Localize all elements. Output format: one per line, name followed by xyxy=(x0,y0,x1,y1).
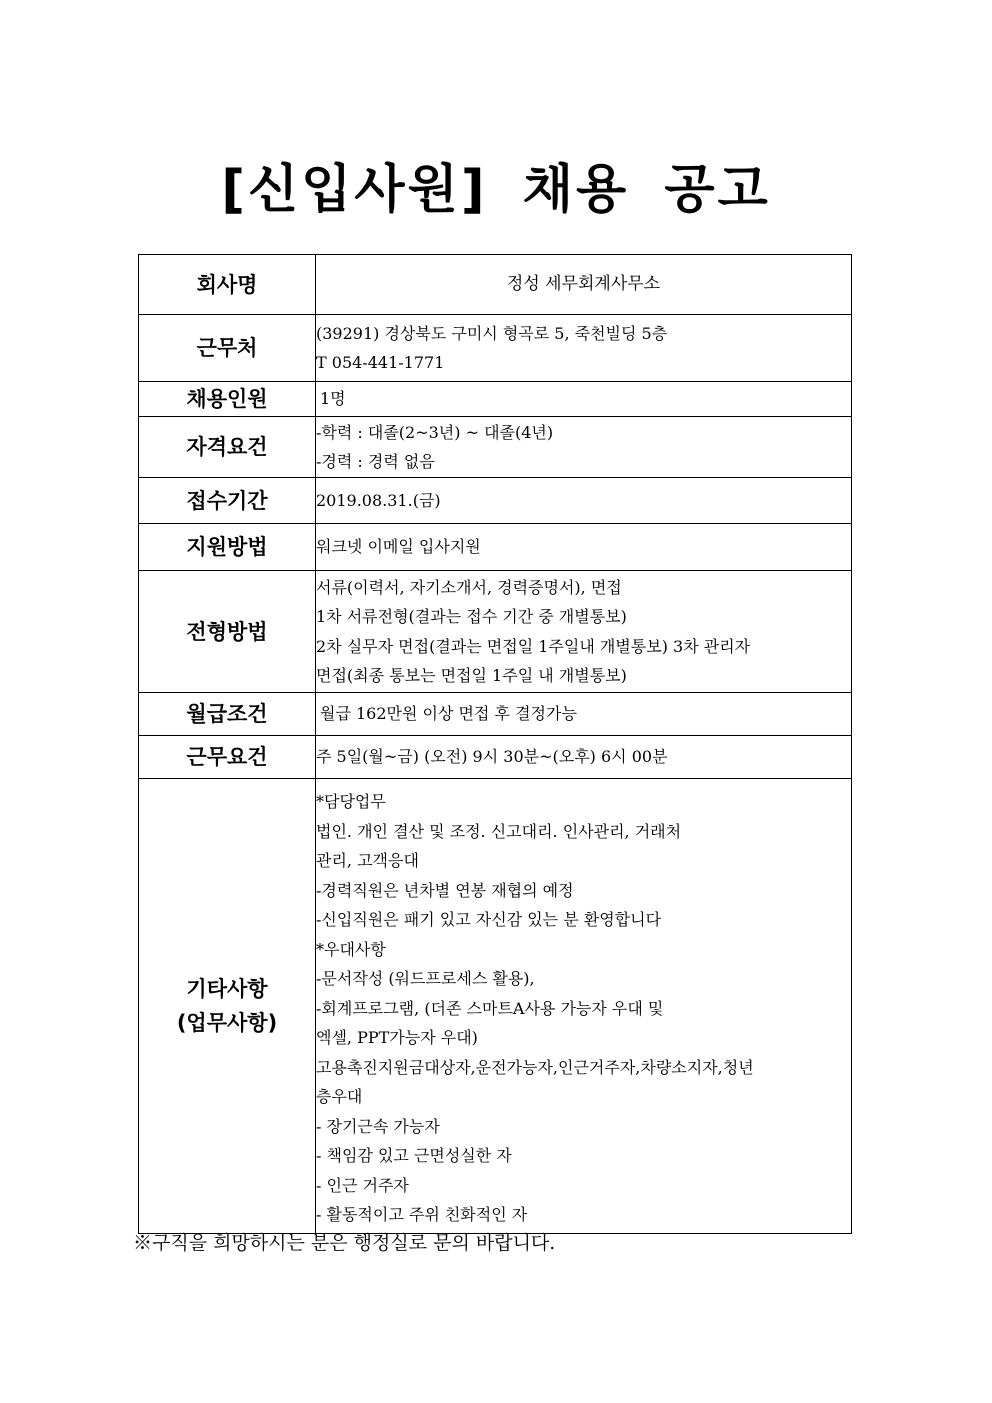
work-hours-label: 근무요건 xyxy=(139,736,316,779)
selection-line: 2차 실무자 면접(결과는 면접일 1주일내 개별통보) 3차 관리자 xyxy=(316,636,751,656)
qualifications-value xyxy=(316,417,852,478)
selection-line: 면접(최종 통보는 면접일 1주일 내 개별통보) xyxy=(316,666,627,685)
work-hours-value: 주 5일(월~금) (오전) 9시 30분~(오후) 6시 00분 xyxy=(316,736,852,779)
company-value: 정성 세무회계사무소 xyxy=(316,255,852,315)
headcount-value: 1명 xyxy=(316,382,852,417)
company-label: 회사명 xyxy=(139,255,316,315)
other-label-line1: 기타사항 xyxy=(186,977,268,1001)
qualifications-label: 자격요건 xyxy=(139,417,316,478)
headcount-label: 채용인원 xyxy=(139,382,316,417)
application-method-label: 지원방법 xyxy=(139,524,316,571)
table-row-workplace xyxy=(139,315,852,382)
table-row-application-method xyxy=(139,524,852,571)
selection-line: 1차 서류전형(결과는 접수 기간 중 개별통보) xyxy=(316,607,627,626)
table-row-application-period xyxy=(139,478,852,524)
other-line: 관리, 고객응대 xyxy=(316,851,419,870)
footnote: ※구직을 희망하시는 분은 행정실로 문의 바랍니다. xyxy=(133,1232,556,1254)
other-line: -신입직원은 패기 있고 자신감 있는 분 환영합니다 xyxy=(316,910,662,929)
table-row-selection-process xyxy=(139,571,852,693)
salary-value: 월급 162만원 이상 면접 후 결정가능 xyxy=(316,693,852,736)
qualification-line: -학력 : 대졸(2~3년) ~ 대졸(4년) xyxy=(316,422,554,442)
other-line: 층우대 xyxy=(316,1087,363,1106)
selection-process-label: 전형방법 xyxy=(139,571,316,693)
other-value xyxy=(316,779,852,1234)
other-line: - 인근 거주자 xyxy=(316,1175,409,1195)
other-label xyxy=(139,779,316,1234)
other-line: *우대사항 xyxy=(316,939,386,959)
other-line: 법인. 개인 결산 및 조정. 신고대리. 인사관리, 거래처 xyxy=(316,821,682,841)
application-period-value: 2019.08.31.(금) xyxy=(316,478,852,524)
qualification-line: -경력 : 경력 없음 xyxy=(316,452,435,471)
table-row-work-hours xyxy=(139,736,852,779)
table-row-company xyxy=(139,255,852,315)
selection-process-value xyxy=(316,571,852,693)
salary-label: 월급조건 xyxy=(139,693,316,736)
application-period-label: 접수기간 xyxy=(139,478,316,524)
page-title: [신입사원] 채용 공고 xyxy=(221,160,771,220)
workplace-phone: T 054-441-1771 xyxy=(316,353,445,372)
workplace-address: (39291) 경상북도 구미시 형곡로 5, 죽천빌딩 5층 xyxy=(316,323,668,343)
other-line: -문서작성 (워드프로세스 활용), xyxy=(316,969,535,988)
table-row-qualifications xyxy=(139,417,852,478)
other-line: 고용촉진지원금대상자,운전가능자,인근거주자,차량소지자,청년 xyxy=(316,1057,754,1077)
table-row-salary xyxy=(139,693,852,736)
application-method-value: 워크넷 이메일 입사지원 xyxy=(316,524,852,571)
other-line: 엑셀, PPT가능자 우대) xyxy=(316,1028,478,1047)
selection-line: 서류(이력서, 자기소개서, 경력증명서), 면접 xyxy=(316,577,622,597)
workplace-label: 근무처 xyxy=(139,315,316,382)
other-line: - 활동적이고 주위 친화적인 자 xyxy=(316,1205,528,1224)
table-row-other xyxy=(139,779,852,1234)
other-label-line2: (업무사항) xyxy=(176,1011,278,1035)
table-row-headcount xyxy=(139,382,852,417)
workplace-value xyxy=(316,315,852,382)
other-line: - 장기근속 가능자 xyxy=(316,1116,440,1136)
job-posting-table xyxy=(138,254,852,1234)
other-line: - 책임감 있고 근면성실한 자 xyxy=(316,1146,512,1165)
other-line: -회계프로그램, (더존 스마트A사용 가능자 우대 및 xyxy=(316,998,664,1018)
other-line: -경력직원은 년차별 연봉 재협의 예정 xyxy=(316,880,574,900)
other-line: *담당업무 xyxy=(316,792,386,811)
